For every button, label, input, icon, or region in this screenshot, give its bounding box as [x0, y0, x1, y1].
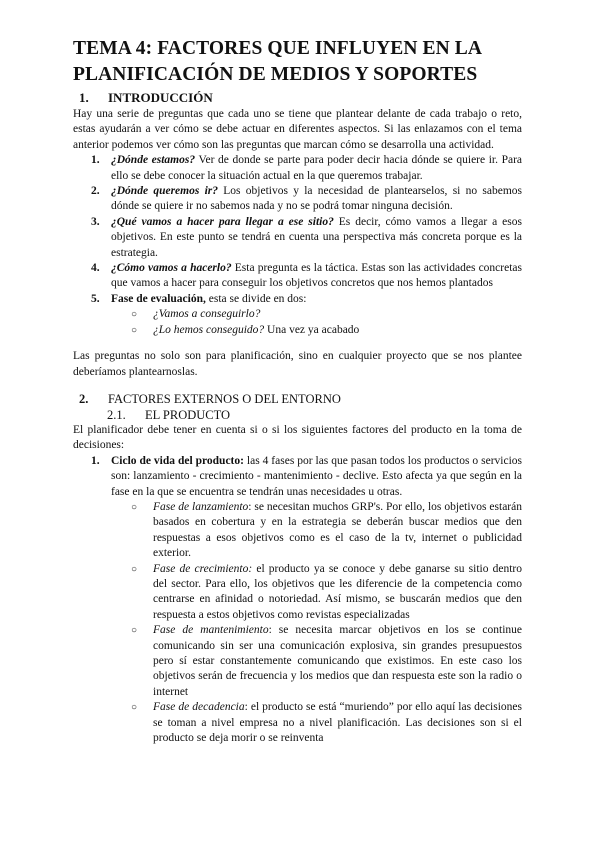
subsection-number: 2.1. [107, 407, 126, 422]
list-number: 1. [91, 154, 100, 167]
evaluation-question: ¿Vamos a conseguirlo? [153, 308, 261, 321]
phase-name: Fase de lanzamiento [153, 500, 249, 513]
factor-label: Ciclo de vida del producto: [111, 454, 244, 467]
list-item [73, 323, 522, 338]
list-number: 2. [91, 185, 100, 198]
list-item [73, 454, 522, 747]
list-item [73, 700, 522, 746]
document-title: TEMA 4: FACTORES QUE INFLUYEN EN LA PLANIFICACIÓN DE MEDIOS Y SOPORTES [73, 38, 482, 85]
list-item [73, 153, 522, 184]
question-label: ¿Qué vamos a hacer para llegar a ese sitio? [111, 215, 334, 228]
bullet-icon: ○ [131, 702, 138, 714]
list-item [73, 500, 522, 562]
section-2-number: 2. [79, 391, 89, 406]
subsection-title: EL PRODUCTO [145, 407, 231, 422]
section-1-heading [79, 90, 522, 106]
section-2-heading [79, 391, 522, 407]
section-1-number: 1. [79, 90, 89, 105]
phase-name: Fase de decadencia [153, 701, 245, 714]
phases-sublist [73, 500, 522, 747]
evaluation-sublist [73, 307, 522, 338]
section-1-intro: Hay una serie de preguntas que cada uno se tiene que plantear delante de cada trabajo o reto, estas ayudarán a ver cómo se debe actuar en diferentes aspectos. Si las enlazamos con el tema anterior podemos ver cómo son las preguntas que marcan cómo se desarrolla una actividad. [73, 108, 522, 151]
question-label: ¿Dónde queremos ir? [111, 185, 219, 198]
bullet-icon: ○ [131, 324, 138, 336]
list-number: 4. [91, 262, 100, 275]
question-label: ¿Dónde estamos? [111, 154, 196, 167]
question-label: Fase de evaluación, [111, 292, 206, 305]
questions-list [73, 153, 522, 338]
question-text: Esta pregunta es la táctica. Estas son las actividades concretas que vamos a hacer para conseguir los objetivos concretos que nos hemos plantados [111, 262, 522, 290]
phase-text: : el producto se está “muriendo” por ello aquí las decisiones se toman a nivel empresa no a nivel planificación. Las decisiones son si el producto se deja morir o se reinventa [153, 701, 522, 745]
list-item [73, 623, 522, 700]
phase-name: Fase de crecimiento: [153, 562, 253, 575]
bullet-icon: ○ [131, 309, 138, 321]
phase-text: : se necesita marcar objetivos en los se continue comunicando sin ser una comunicación explosiva, sin grandes presupuestos pero sí estar constantemente comunicando que existimos. En este caso los objetivos serán de frecuencia y los medios que dan respuesta este son la radio o internet [153, 624, 522, 698]
product-factors-list [73, 454, 522, 747]
bullet-icon: ○ [131, 501, 138, 513]
phase-text: el producto ya se conoce y debe ganarse su sitio dentro del sector. Para ello, los objetivos que les diferencie de la competencia como centrarse en afinidad o notoriedad. Así mismo, se buscarán medios que den respuesta a estos objetivos como revistas especializadas [153, 562, 522, 621]
phase-text: : se necesitan muchos GRP's. Por ello, los objetivos estarán basados en cobertura y en la estrategia se deberán buscar medios que den respuestas a esos objetivos como es el caso de la tv, internet o publicidad exterior. [153, 500, 522, 560]
section-1-closing: Las preguntas no solo son para planificación, sino en cualquier proyecto que se nos plantee deberíamos plantearnoslas. [73, 350, 522, 378]
list-item [73, 562, 522, 624]
subsection-heading [107, 407, 522, 423]
question-text: Los objetivos y la necesidad de plantearselos, si no sabemos dónde se quiere ir no sabemos nada y no se podrá tomar ninguna decisión. [111, 185, 522, 213]
phase-name: Fase de mantenimiento [153, 624, 269, 637]
list-number: 3. [91, 215, 100, 228]
list-number: 5. [91, 292, 100, 305]
question-text: esta se divide en dos: [205, 292, 307, 305]
list-item [73, 261, 522, 292]
question-text: Es decir, cómo vamos a llegar a esos objetivos. En este punto se tendrá en cuenta una perspectiva más concreta porque es la estrategia. [111, 215, 522, 259]
factor-text: las 4 fases por las que pasan todos los productos o servicios son: lanzamiento - crecimiento - mantenimiento - declive. Esto afecta ya que según en la fase en la que se encuentra se tendrán unas necesidades u otras. [111, 454, 522, 498]
question-text: Ver de donde se parte para poder decir hacia dónde se quiere ir. Para ello se debe conocer la situación actual en la que queremos trabajar. [111, 154, 522, 182]
list-item [73, 292, 522, 338]
list-item [73, 184, 522, 215]
list-item [73, 215, 522, 261]
evaluation-text: Una vez ya acabado [264, 323, 360, 336]
evaluation-question: ¿Lo hemos conseguido? [153, 323, 265, 336]
list-number: 1. [91, 454, 100, 467]
list-item [73, 307, 522, 322]
section-2-title: FACTORES EXTERNOS O DEL ENTORNO [108, 391, 341, 406]
bullet-icon: ○ [131, 625, 138, 637]
question-label: ¿Cómo vamos a hacerlo? [111, 262, 232, 275]
bullet-icon: ○ [131, 563, 138, 575]
section-2-intro: El planificador debe tener en cuenta si o si los siguientes factores del producto en la toma de decisiones: [73, 423, 522, 452]
section-1-title: INTRODUCCIÓN [108, 90, 213, 105]
